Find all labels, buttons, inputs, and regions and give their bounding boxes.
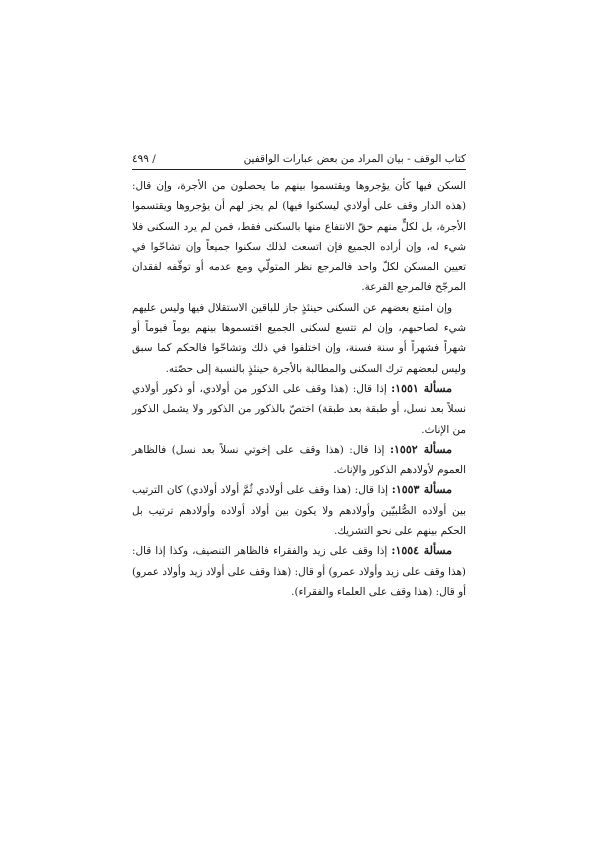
issue-1553 (132, 480, 466, 541)
page-number: ٤٩٩ (132, 153, 149, 165)
issue-text: إذا قال: (هذا وقف على إخوتي نسلاً بعد نسل) فالظاهر العموم لأولادهم الذكور والإناث. (132, 443, 466, 477)
page-body (132, 176, 466, 602)
issue-text: إذا قال: (هذا وقف على أولادي ثُمَّ أولاد أولادي) كان الترتيب بين أولاده الصُّلبيّين وأولادهم ولا يكون بين أولاد أولاده وأولادهم ترتيب بل الحكم بينهم على نحو التشريك. (132, 484, 466, 538)
paragraph (132, 298, 466, 379)
issue-label: مسألة ١٥٥٣: (391, 483, 452, 497)
header-title: كتاب الوقف - بيان المراد من بعض عبارات الواقفين (243, 153, 466, 165)
issue-label: مسألة ١٥٥١: (391, 381, 452, 395)
header-page-number (132, 152, 156, 166)
running-header (132, 152, 466, 170)
paragraph-continuation (132, 176, 466, 298)
book-page (132, 152, 466, 602)
issue-text: إذا قال: (هذا وقف على الذكور من أولادي، أو ذكور أولادي نسلاً بعد نسل، أو طبقة بعد طبقة) اختصّ بالذكور من الذكور ولا يشمل الذكور من الإناث. (132, 382, 466, 436)
header-separator: / (148, 153, 156, 165)
issue-1554 (132, 541, 466, 602)
issue-label: مسألة ١٥٥٢: (389, 442, 452, 456)
issue-label: مسألة ١٥٥٤: (391, 544, 453, 558)
issue-1552 (132, 440, 466, 481)
issue-1551 (132, 379, 466, 440)
paragraph-text: السكن فيها كأن يؤجروها ويقتسموا بينهم ما يحصلون من الأجرة، وإن قال: (هذه الدار وقف على أولادي ليسكنوا فيها) لم يجز لهم أن يؤجروها ويقتسموا الأجرة، بل لكلٍّ منهم حقّ الانتفاع منها بالسكنى فقط، فمن لم يرد السكنى فلا شيء له، وإن أراده الجميع فإن اتسعت لذلك سكنوا جميعاً وإن تشاحّوا في تعيين المسكن لكلّ واحد فالمرجع نظر المتولّي ومع عدمه أو توقّفه لفقدان المرجّح فالمرجع القرعة. (132, 180, 466, 294)
paragraph-text: وإن امتنع بعضهم عن السكنى حينئذٍ جاز للباقين الاستقلال فيها وليس عليهم شيء لصاحبهم، وإن لم تتسع لسكنى الجميع اقتسموها بينهم يوماً فيوماً أو شهراً فشهراً أو سنة فسنة، وإن اختلفوا في ذلك وتشاحّوا فالحكم كما سبق وليس لبعضهم ترك السكنى والمطالبة بالأجرة حينئذٍ بالنسبة إلى حصّته. (132, 301, 466, 375)
issue-text: إذا وقف على زيد والفقراء فالظاهر التنصيف، وكذا إذا قال: (هذا وقف على زيد وأولاد عمرو) أو قال: (هذا وقف على أولاد زيد وأولاد عمرو) أو قال: (هذا وقف على العلماء والفقراء). (132, 545, 466, 598)
